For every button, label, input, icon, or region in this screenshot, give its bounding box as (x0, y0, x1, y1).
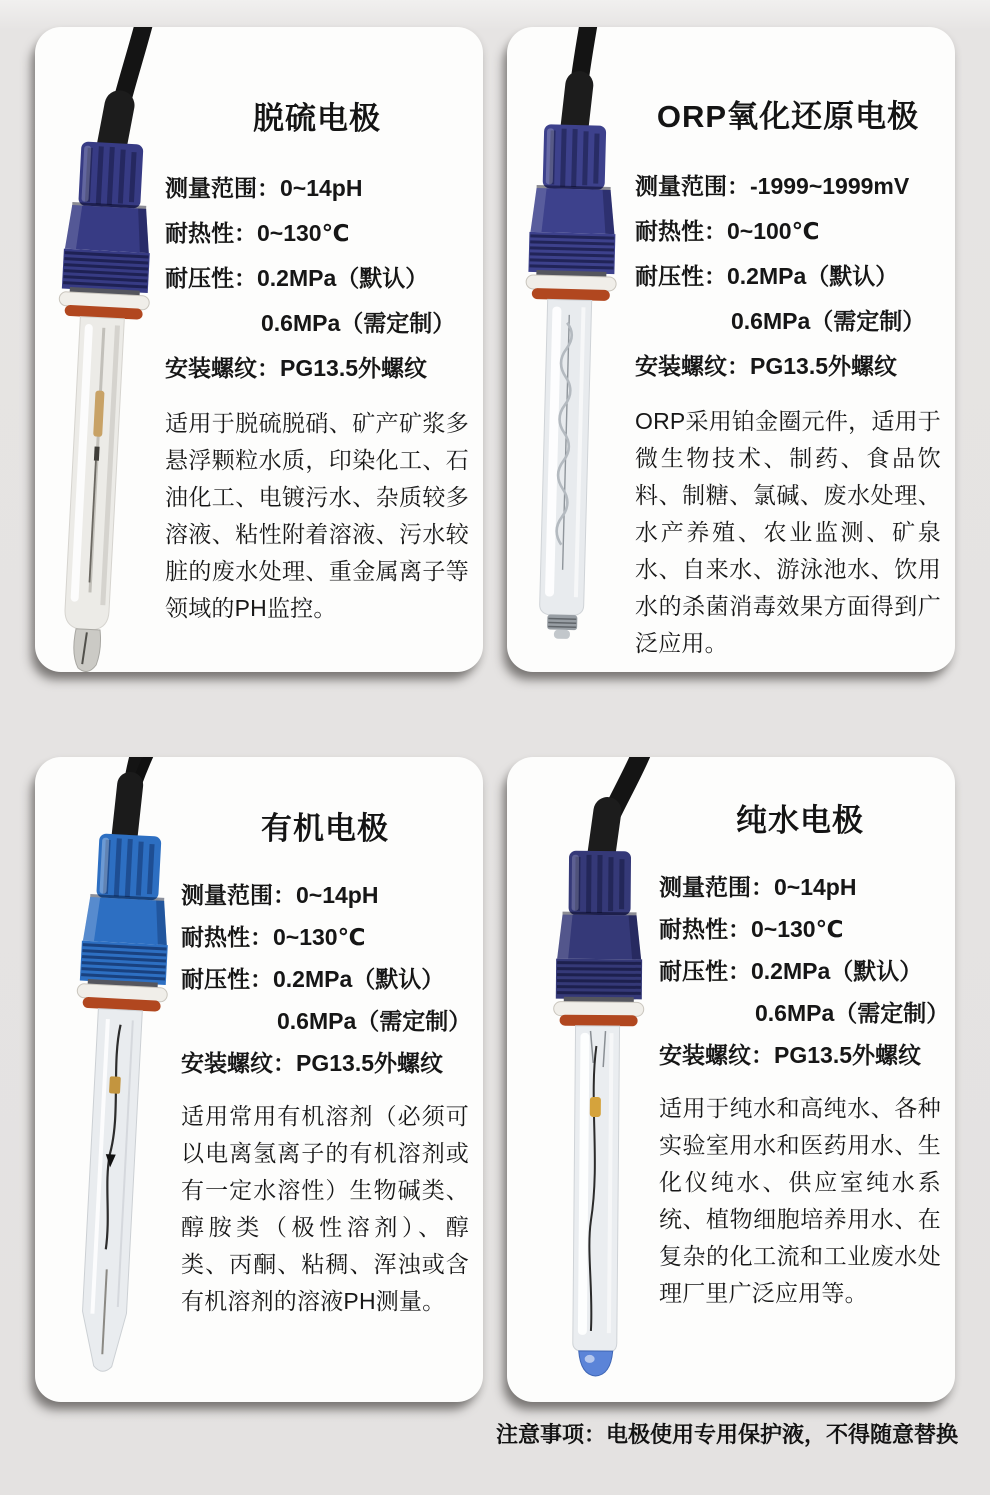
spec-line-thread: 安装螺纹：PG13.5外螺纹 (181, 1050, 443, 1076)
product-description: 适用于纯水和高纯水、各种实验室用水和医药用水、生化仪纯水、供应室纯水系统、植物细胞培养用水、在复杂的化工流和工业废水处理厂里广泛应用等。 (659, 1095, 941, 1306)
product-info (181, 757, 472, 1320)
product-card-orp (507, 27, 955, 672)
spec-line-pressure-custom: 0.6MPa（需定制） (755, 1000, 950, 1026)
notice-text: 注意事项：电极使用专用保护液，不得随意替换 (495, 1422, 958, 1447)
spec-line-thread: 安装螺纹：PG13.5外螺纹 (635, 353, 897, 379)
spec-list (181, 874, 472, 1084)
spec-line-pressure: 耐压性：0.2MPa（默认） (165, 265, 429, 291)
spec-line-thread: 安装螺纹：PG13.5外螺纹 (659, 1042, 921, 1068)
spec-list (165, 166, 469, 391)
spec-line-range: 测量范围：0~14pH (659, 874, 857, 900)
spec-line-range: 测量范围：0~14pH (181, 882, 379, 908)
product-title: 纯水电极 (736, 803, 864, 838)
spec-line-heat: 耐热性：0~130℃ (165, 220, 350, 246)
product-info (635, 27, 941, 662)
product-card-desulfurization (35, 27, 483, 672)
product-title: ORP氧化还原电极 (656, 99, 920, 134)
product-description: ORP采用铂金圈元件，适用于微生物技术、制药、食品饮料、制糖、氯碱、废水处理、水产养殖、农业监测、矿泉水、自来水、游泳池水、饮用水的杀菌消毒效果方面得到广泛应用。 (635, 408, 941, 656)
spec-list (635, 164, 941, 389)
spec-line-pressure: 耐压性：0.2MPa（默认） (659, 958, 923, 984)
spec-line-range: 测量范围：-1999~1999mV (635, 173, 910, 199)
product-description: 适用于脱硫脱硝、矿产矿浆多悬浮颗粒水质，印染化工、石油化工、电镀污水、杂质较多溶液、粘性附着溶液、污水较脏的废水处理、重金属离子等领域的PH监控。 (165, 410, 469, 621)
spec-line-heat: 耐热性：0~130℃ (181, 924, 366, 950)
spec-list (659, 866, 950, 1076)
spec-line-pressure-custom: 0.6MPa（需定制） (731, 308, 926, 334)
product-card-organic (35, 757, 483, 1402)
spec-line-pressure-custom: 0.6MPa（需定制） (277, 1008, 472, 1034)
spec-line-pressure-custom: 0.6MPa（需定制） (261, 310, 456, 336)
product-title: 有机电极 (261, 811, 389, 846)
spec-line-heat: 耐热性：0~130℃ (659, 916, 844, 942)
product-description: 适用常用有机溶剂（必须可以电离氢离子的有机溶剂或有一定水溶性）生物碱类、醇胺类（极性溶剂）、醇类、丙酮、粘稠、浑浊或含有机溶剂的溶液PH测量。 (181, 1103, 469, 1314)
product-title: 脱硫电极 (253, 101, 381, 136)
spec-line-pressure: 耐压性：0.2MPa（默认） (181, 966, 445, 992)
product-card-pure-water (507, 757, 955, 1402)
spec-line-heat: 耐热性：0~100℃ (635, 218, 820, 244)
product-info (659, 757, 950, 1312)
product-info (165, 27, 469, 627)
spec-line-pressure: 耐压性：0.2MPa（默认） (635, 263, 899, 289)
spec-line-thread: 安装螺纹：PG13.5外螺纹 (165, 355, 427, 381)
spec-line-range: 测量范围：0~14pH (165, 175, 363, 201)
